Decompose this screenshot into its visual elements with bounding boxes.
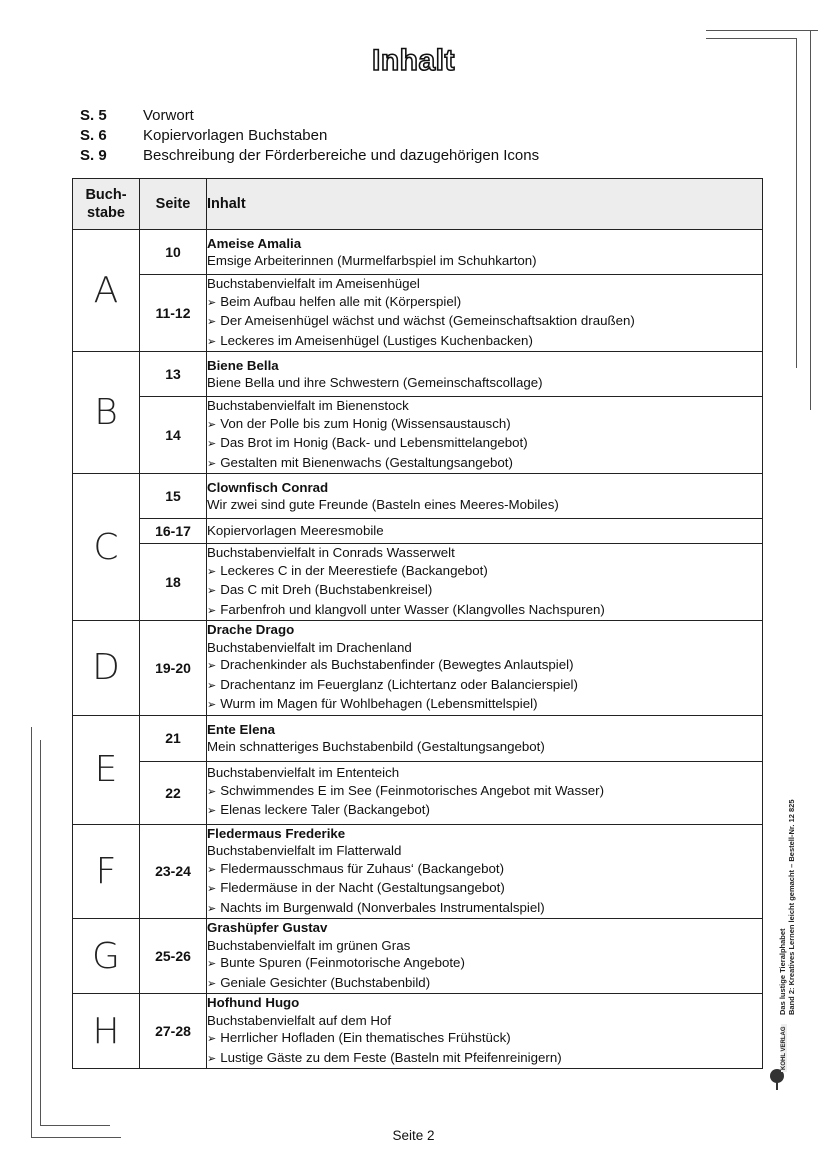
entry-bullet: ➢ Gestalten mit Bienenwachs (Gestaltungsangebot) <box>207 454 762 474</box>
letter-cell: C <box>73 474 140 621</box>
book-series-title: Das lustige Tieralphabet <box>778 928 787 1015</box>
content-cell <box>207 519 763 544</box>
contents-table <box>72 178 763 1069</box>
entry-line: Buchstabenvielfalt im Ameisenhügel <box>207 276 420 291</box>
page-number: Seite 2 <box>392 1128 435 1143</box>
page-cell: 21 <box>140 715 207 761</box>
letter-cell: H <box>73 994 140 1069</box>
page-title: Inhalt <box>372 44 455 77</box>
preface-page: S. 5 <box>80 107 107 124</box>
letter-cell: E <box>73 715 140 824</box>
entry-line: Buchstabenvielfalt im Ententeich <box>207 765 400 781</box>
entry-bullet: ➢ Fledermäuse in der Nacht (Gestaltungsangebot) <box>207 879 762 899</box>
entry-line: Buchstabenvielfalt im Bienenstock <box>207 398 409 413</box>
entry-bullet: ➢ Das C mit Dreh (Buchstabenkreisel) <box>207 581 762 601</box>
entry-bullet: ➢ Von der Polle bis zum Honig (Wissensaustausch) <box>207 415 762 435</box>
preface-item <box>80 146 539 166</box>
preface-page: S. 6 <box>80 127 107 144</box>
entry-bullet: ➢ Schwimmendes E im See (Feinmotorisches Angebot mit Wasser) <box>207 782 762 802</box>
publisher-logo: KOHL VERLAG <box>781 1026 787 1070</box>
frame-line-top-inner <box>706 38 796 39</box>
entry-bullet: ➢ Das Brot im Honig (Back- und Lebensmittelangebot) <box>207 434 762 454</box>
content-cell <box>207 397 763 474</box>
entry-bullet: ➢ Herrlicher Hofladen (Ein thematisches Frühstück) <box>207 1029 762 1049</box>
content-cell <box>207 352 763 397</box>
entry-line: Buchstabenvielfalt im Drachenland <box>207 639 412 655</box>
letter-cell: A <box>73 230 140 352</box>
entry-line: Kopiervorlagen Meeresmobile <box>207 523 384 539</box>
header-page: Seite <box>140 179 207 230</box>
frame-line-top <box>706 30 818 31</box>
table-row <box>73 544 763 621</box>
table-row <box>73 761 763 824</box>
entry-bullet: ➢ Drachenkinder als Buchstabenfinder (Bewegtes Anlautspiel) <box>207 656 762 676</box>
content-cell <box>207 761 763 824</box>
content-cell <box>207 544 763 621</box>
entry-bullet: ➢ Lustige Gäste zu dem Feste (Basteln mit Pfeifenreinigern) <box>207 1049 762 1069</box>
entry-bullet: ➢ Leckeres im Ameisenhügel (Lustiges Kuchenbacken) <box>207 332 762 352</box>
entry-bullet: ➢ Bunte Spuren (Feinmotorische Angebote) <box>207 954 762 974</box>
frame-line-right-inner <box>796 38 797 368</box>
entry-bullet: ➢ Farbenfroh und klangvoll unter Wasser (Klangvolles Nachspuren) <box>207 601 762 621</box>
book-info-sidebar <box>778 799 827 1015</box>
page-cell: 18 <box>140 544 207 621</box>
content-cell <box>207 474 763 519</box>
content-cell <box>207 824 763 919</box>
header-letter: Buch- stabe <box>73 179 140 230</box>
preface-text: Beschreibung der Förderbereiche und dazugehörigen Icons <box>143 147 540 164</box>
entry-line: Buchstabenvielfalt auf dem Hof <box>207 1012 392 1028</box>
page-cell: 25-26 <box>140 919 207 994</box>
page-cell: 10 <box>140 230 207 275</box>
book-subtitle-order: Band 2: Kreatives Lernen leicht gemacht – Bestell-Nr. 12 825 <box>787 799 796 1015</box>
preface-text: Kopiervorlagen Buchstaben <box>143 127 328 144</box>
frame-line-right <box>810 30 811 410</box>
content-cell <box>207 715 763 761</box>
entry-title: Ameise Amalia <box>207 235 302 251</box>
entry-line: Buchstabenvielfalt in Conrads Wasserwelt <box>207 545 455 560</box>
page-cell: 23-24 <box>140 824 207 919</box>
entry-line: Buchstabenvielfalt im grünen Gras <box>207 937 411 953</box>
content-cell <box>207 230 763 275</box>
page-cell: 13 <box>140 352 207 397</box>
entry-bullet: ➢ Fledermausschmaus für Zuhaus‘ (Backangebot) <box>207 860 762 880</box>
table-row <box>73 715 763 761</box>
frame-line-left <box>31 727 32 1137</box>
entry-bullet: ➢ Geniale Gesichter (Buchstabenbild) <box>207 974 762 994</box>
entry-line: Wir zwei sind gute Freunde (Basteln eines Meeres-Mobiles) <box>207 497 559 512</box>
header-content: Inhalt <box>207 179 763 230</box>
letter-cell: B <box>73 352 140 474</box>
table-row <box>73 230 763 275</box>
entry-title: Clownfisch Conrad <box>207 479 329 495</box>
entry-bullet: ➢ Der Ameisenhügel wächst und wächst (Gemeinschaftsaktion draußen) <box>207 312 762 332</box>
entry-bullet: ➢ Nachts im Burgenwald (Nonverbales Instrumentalspiel) <box>207 899 762 919</box>
entry-bullet: ➢ Beim Aufbau helfen alle mit (Körperspiel) <box>207 293 762 313</box>
entry-title: Drache Drago <box>207 622 295 637</box>
entry-line: Emsige Arbeiterinnen (Murmelfarbspiel im Schuhkarton) <box>207 253 537 268</box>
content-cell <box>207 275 763 352</box>
entry-bullet: ➢ Elenas leckere Taler (Backangebot) <box>207 801 762 821</box>
entry-bullet: ➢ Drachentanz im Feuerglanz (Lichtertanz oder Balancierspiel) <box>207 676 762 696</box>
entry-bullet: ➢ Leckeres C in der Meerestiefe (Backangebot) <box>207 562 762 582</box>
entry-title: Ente Elena <box>207 721 275 737</box>
entry-line: Mein schnatteriges Buchstabenbild (Gestaltungsangebot) <box>207 739 545 754</box>
letter-cell: F <box>73 824 140 919</box>
preface-list <box>80 106 539 166</box>
table-row <box>73 621 763 716</box>
entry-title: Grashüpfer Gustav <box>207 920 328 935</box>
frame-line-left-inner <box>40 740 41 1125</box>
table-row <box>73 474 763 519</box>
content-cell <box>207 994 763 1069</box>
table-row <box>73 919 763 994</box>
content-cell <box>207 621 763 716</box>
preface-item <box>80 126 539 146</box>
letter-cell: D <box>73 621 140 716</box>
entry-line: Buchstabenvielfalt im Flatterwald <box>207 843 402 858</box>
table-row <box>73 352 763 397</box>
page-cell: 16-17 <box>140 519 207 544</box>
entry-title: Hofhund Hugo <box>207 995 300 1010</box>
table-row <box>73 275 763 352</box>
preface-item <box>80 106 539 126</box>
entry-bullet: ➢ Wurm im Magen für Wohlbehagen (Lebensmittelspiel) <box>207 695 762 715</box>
page-cell: 22 <box>140 761 207 824</box>
entry-line: Biene Bella und ihre Schwestern (Gemeinschaftscollage) <box>207 375 543 390</box>
page-cell: 27-28 <box>140 994 207 1069</box>
frame-line-bottom-inner <box>40 1125 110 1126</box>
table-row <box>73 994 763 1069</box>
entry-title: Biene Bella <box>207 357 279 373</box>
page-cell: 14 <box>140 397 207 474</box>
preface-text: Vorwort <box>143 107 194 124</box>
page-cell: 15 <box>140 474 207 519</box>
page-cell: 11-12 <box>140 275 207 352</box>
preface-page: S. 9 <box>80 147 107 164</box>
entry-title: Fledermaus Frederike <box>207 825 346 841</box>
page-cell: 19-20 <box>140 621 207 716</box>
table-header-row <box>73 179 763 230</box>
content-cell <box>207 919 763 994</box>
table-row <box>73 824 763 919</box>
table-row <box>73 519 763 544</box>
table-row <box>73 397 763 474</box>
letter-cell: G <box>73 919 140 994</box>
